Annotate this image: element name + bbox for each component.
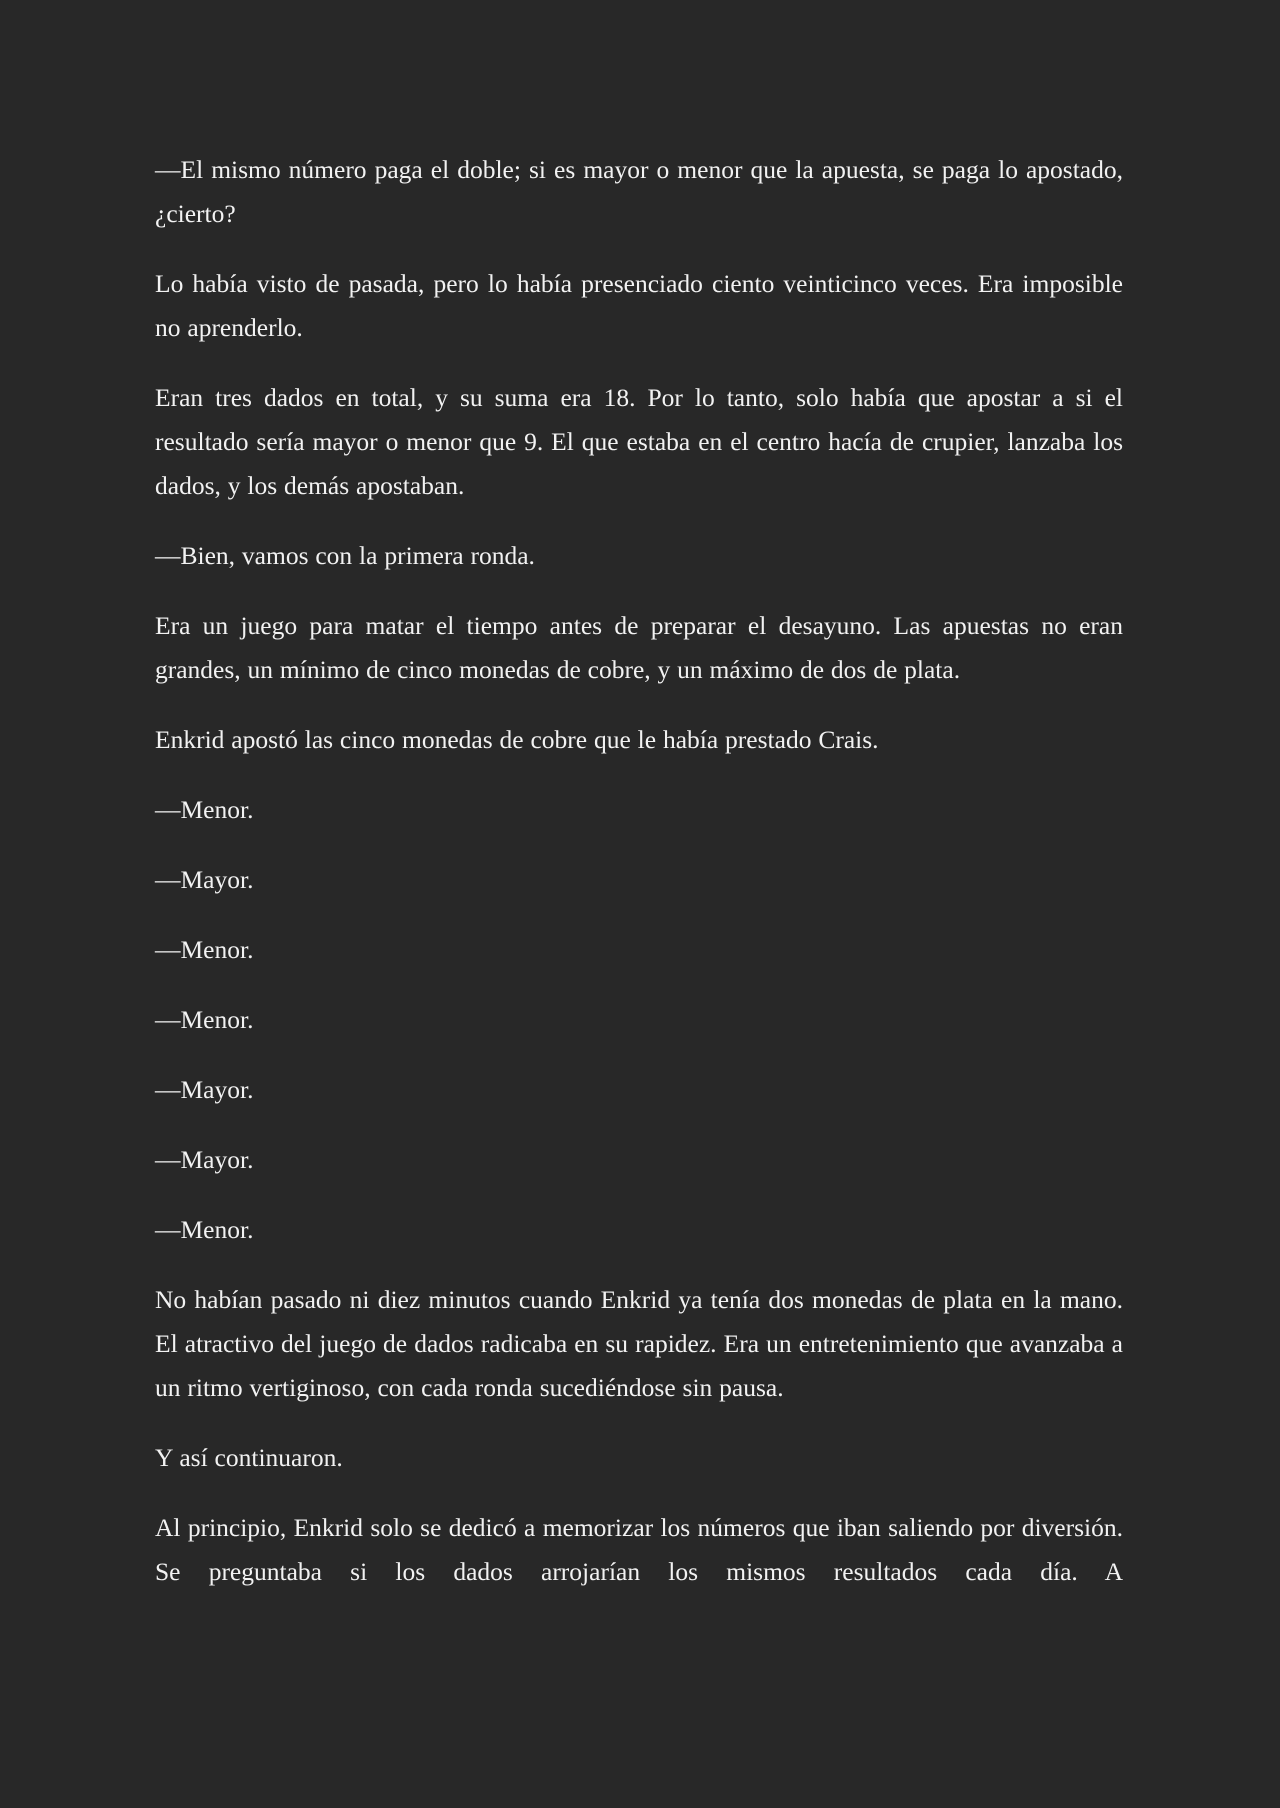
- dialogue-line: —Mayor.: [155, 865, 254, 894]
- paragraph: No habían pasado ni diez minutos cuando Enkrid ya tenía dos monedas de plata en la mano. El atractivo del juego de dados radicaba en su rapidez. Era un entretenimiento que avanzaba a un ritmo vertiginoso, con cada ronda sucediéndose sin pausa.: [155, 1285, 1123, 1402]
- dialogue-line: —Menor.: [155, 1215, 254, 1244]
- paragraph: —Bien, vamos con la primera ronda.: [155, 541, 535, 570]
- paragraph: Era un juego para matar el tiempo antes de preparar el desayuno. Las apuestas no eran grandes, un mínimo de cinco monedas de cobre, y un máximo de dos de plata.: [155, 611, 1123, 684]
- paragraph: Al principio, Enkrid solo se dedicó a memorizar los números que iban saliendo por diversión. Se preguntaba si los dados arrojarían los mismos resultados cada día. A: [155, 1513, 1123, 1586]
- paragraph: Y así continuaron.: [155, 1443, 343, 1472]
- paragraph: Enkrid apostó las cinco monedas de cobre que le había prestado Crais.: [155, 725, 879, 754]
- paragraph: Lo había visto de pasada, pero lo había presenciado ciento veinticinco veces. Era imposible no aprenderlo.: [155, 269, 1123, 342]
- dialogue-line: —Mayor.: [155, 1075, 254, 1104]
- dialogue-line: —Menor.: [155, 1005, 254, 1034]
- paragraph: —El mismo número paga el doble; si es mayor o menor que la apuesta, se paga lo apostado, ¿cierto?: [155, 155, 1123, 228]
- dialogue-line: —Mayor.: [155, 1145, 254, 1174]
- document-page: [155, 148, 1123, 1620]
- dialogue-line: —Menor.: [155, 935, 254, 964]
- paragraph: Eran tres dados en total, y su suma era 18. Por lo tanto, solo había que apostar a si el resultado sería mayor o menor que 9. El que estaba en el centro hacía de crupier, lanzaba los dados, y los demás apostaban.: [155, 383, 1123, 500]
- dialogue-line: —Menor.: [155, 795, 254, 824]
